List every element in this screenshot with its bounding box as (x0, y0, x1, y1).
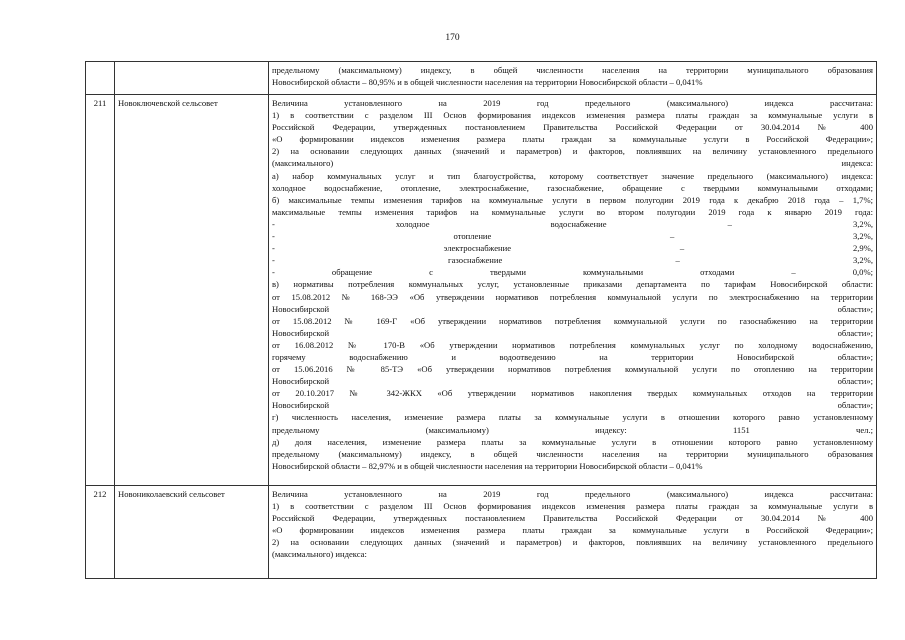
text-line: Новосибирской области – 80,95% и в общей численности населения на территории Новосибирской области – 0,041% (272, 77, 703, 88)
text-line: - электроснабжение – 2,9%, (272, 243, 873, 254)
text-line: Новосибирской области»; (272, 303, 873, 314)
row-number (86, 62, 115, 95)
text-line: горячему водоснабжению и водоотведению на территории Новосибирской области»; (272, 351, 873, 362)
text-line: Величина установленного на 2019 год предельного (максимального) индекса рассчитана: (272, 98, 873, 108)
text-line: - обращение с твердыми коммунальными отходами – 0,0%; (272, 267, 873, 278)
text-line: холодное водоснабжение, отопление, электроснабжение, газоснабжение, обращение с твердыми коммунальными отходами; (272, 182, 873, 193)
text-line: Новосибирской области»; (272, 400, 873, 411)
text-line: (максимального) индекса: (272, 549, 367, 560)
text-line: г) численность населения, изменение размера платы за коммунальные услуги в отношении которого равно установленному (272, 412, 873, 423)
row-number: 211 (86, 95, 115, 486)
row-text (269, 62, 877, 95)
row-text (269, 95, 877, 486)
text-line: предельному (максимальному) индексу: 1151 чел.; (272, 424, 873, 435)
table-row (86, 95, 877, 486)
text-line: Новосибирской области»; (272, 327, 873, 338)
text-line: 1) в соответствии с разделом III Основ формирования индексов изменения размера платы граждан за коммунальные услуги в (272, 110, 873, 121)
page-number: 170 (445, 33, 460, 43)
text-line: - отопление – 3,2%, (272, 231, 873, 242)
text-line: предельному (максимальному) индексу, в общей численности населения на территории муниципального образования (272, 65, 873, 75)
text-line: Новосибирской области – 82,97% и в общей численности населения на территории Новосибирской области – 0,041% (272, 460, 703, 471)
row-text (269, 486, 877, 579)
municipality-name (115, 62, 269, 95)
text-line: от 20.10.2017 № 342-ЖКХ «Об утверждении нормативов накопления твердых коммунальных отходов на территории (272, 388, 873, 399)
row-number: 212 (86, 486, 115, 579)
text-line: Новосибирской области»; (272, 376, 873, 387)
tariff-index-table (85, 61, 877, 579)
text-line: - газоснабжение – 3,2%, (272, 255, 873, 266)
text-line: - холодное водоснабжение – 3,2%, (272, 218, 873, 229)
text-line: (максимального) индекса: (272, 158, 873, 169)
text-line: от 15.08.2012 № 168-ЭЭ «Об утверждении нормативов потребления коммунальной услуги по электроснабжению на территории (272, 291, 873, 302)
text-line: Российской Федерации, утвержденных постановлением Правительства Российской Федерации от 30.04.2014 № 400 (272, 122, 873, 133)
text-line: 2) на основании следующих данных (значений и параметров) и факторов, повлиявших на величину установленного предельного (272, 146, 873, 157)
text-line: Российской Федерации, утвержденных постановлением Правительства Российской Федерации от 30.04.2014 № 400 (272, 513, 873, 524)
text-line: 1) в соответствии с разделом III Основ формирования индексов изменения размера платы граждан за коммунальные услуги в (272, 501, 873, 512)
text-line: от 15.08.2012 № 169-Г «Об утверждении нормативов потребления коммунальной услуги по газоснабжению на территории (272, 315, 873, 326)
text-line: максимальные темпы изменения тарифов на коммунальные услуги во втором полугодии 2019 года к январю 2019 года: (272, 206, 873, 217)
text-line: а) набор коммунальных услуг и тип благоустройства, которому соответствует значение предельного (максимального) индекса: (272, 170, 873, 181)
text-line: предельному (максимальному) индексу, в общей численности населения на территории муниципального образования (272, 448, 873, 459)
table-row (86, 62, 877, 95)
text-line: «О формировании индексов изменения размера платы граждан за коммунальные услуги в Российской Федерации»; (272, 525, 873, 536)
text-line: от 16.08.2012 № 170-В «Об утверждении нормативов потребления коммунальных услуг по холодному водоснабжению, (272, 339, 873, 350)
text-line: Величина установленного на 2019 год предельного (максимального) индекса рассчитана: (272, 489, 873, 499)
text-line: д) доля населения, изменение размера платы за коммунальные услуги в отношении которого равно установленному (272, 436, 873, 447)
text-line: в) нормативы потребления коммунальных услуг, установленные приказами департамента по тарифам Новосибирской области: (272, 279, 873, 290)
municipality-name: Новониколаевский сельсовет (115, 486, 269, 579)
text-line: б) максимальные темпы изменения тарифов на коммунальные услуги в первом полугодии 2019 года к декабрю 2018 года – 1,7%; (272, 194, 873, 205)
text-line: от 15.06.2016 № 85-ТЭ «Об утверждении нормативов потребления коммунальной услуги по отоплению на территории (272, 364, 873, 375)
text-line: 2) на основании следующих данных (значений и параметров) и факторов, повлиявших на величину установленного предельного (272, 537, 873, 548)
table-row (86, 486, 877, 579)
municipality-name: Новоключевской сельсовет (115, 95, 269, 486)
text-line: «О формировании индексов изменения размера платы граждан за коммунальные услуги в Российской Федерации»; (272, 134, 873, 145)
